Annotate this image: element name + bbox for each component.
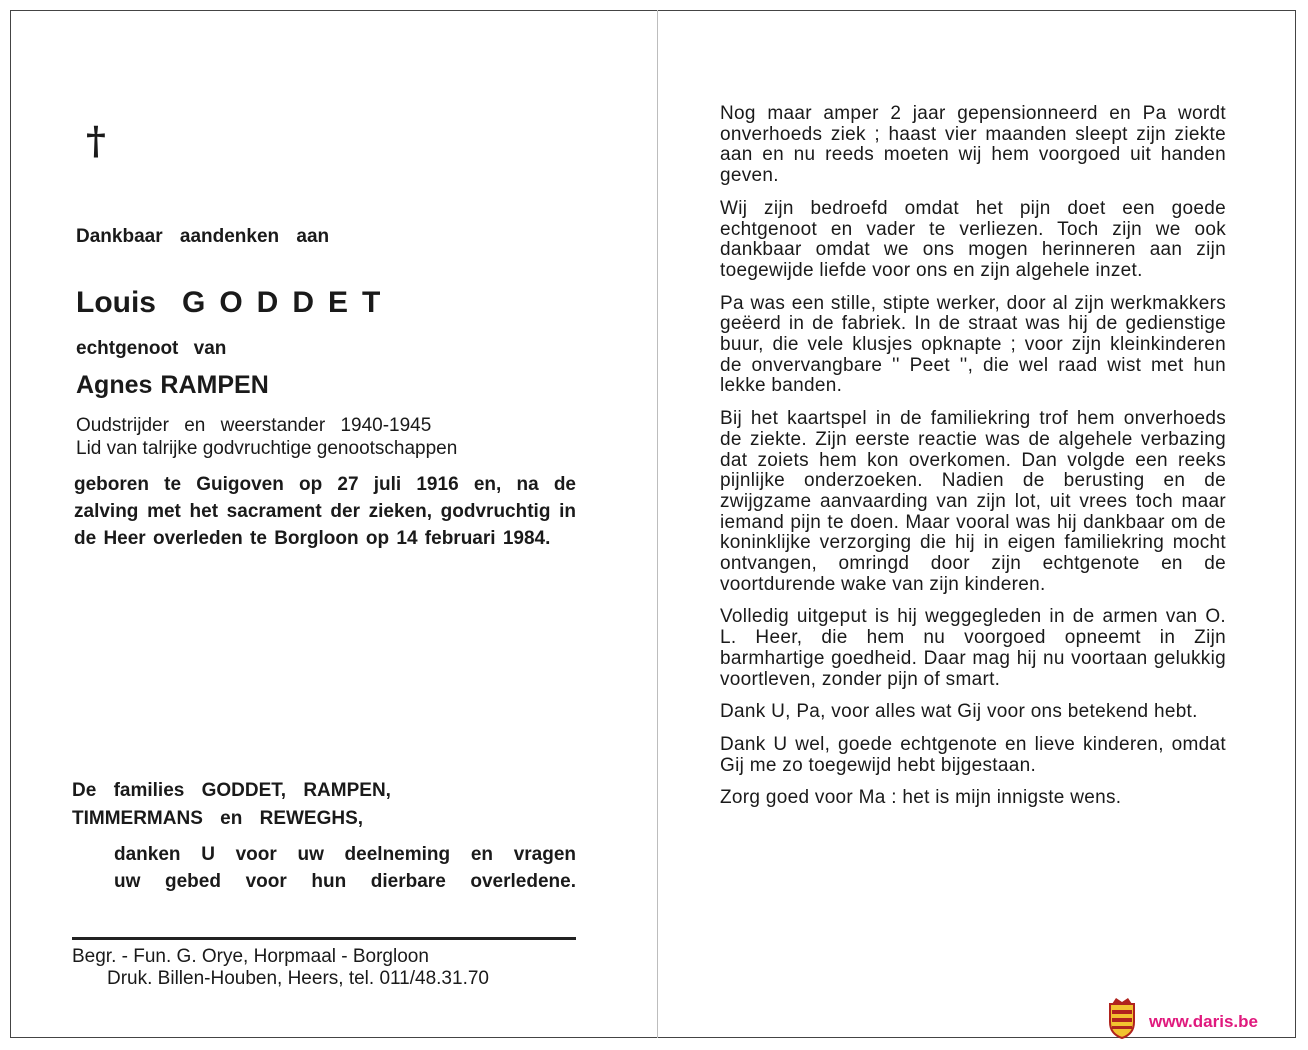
deceased-first-name: Louis [76,286,156,319]
eulogy-paragraph: Dank U wel, goede echtgenote en lieve kinderen, omdat Gij me zo toegewijd hebt bijgestaan. [720,733,1226,776]
eulogy-paragraph: Zorg goed voor Ma : het is mijn innigste wens. [720,787,1122,809]
spouse-first-name: Agnes [76,371,153,399]
spouse-label: echtgenoot van [76,338,227,359]
deceased-surname: GODDET [182,286,395,319]
biography: geboren te Guigoven op 27 juli 1916 en, na de zalving met het sacrament der zieken, godvruchtig in de Heer overleden te Borgloon op 14 februari 1984. [74,474,576,549]
role-veteran: Oudstrijder en weerstander 1940-1945 [76,415,432,436]
families [72,777,432,833]
watermark-site[interactable]: www.daris.be [1149,1012,1258,1031]
eulogy-text [720,104,1226,821]
eulogy-paragraph: Dank U, Pa, voor alles wat Gij voor ons betekend hebt. [720,701,1198,723]
spouse-name [76,371,269,400]
eulogy-paragraph: Nog maar amper 2 jaar gepensionneerd en Pa wordt onverhoeds ziek ; haast vier maanden sleept zijn ziekte aan en nu reeds moeten wij hem voorgoed uit handen geven. [720,103,1226,187]
crest-logo-icon [1106,996,1138,1040]
thanks-line-2: uw gebed voor hun dierbare overledene. [114,871,576,892]
intro-text: Dankbaar aandenken aan [76,226,330,247]
thanks-line-1: danken U voor uw deelneming en vragen [114,844,576,865]
deceased-name [76,286,394,320]
families-line-2: TIMMERMANS en REWEGHS, [72,808,364,829]
card-fold-line [657,10,658,1038]
thanks [114,841,576,895]
eulogy-paragraph: Bij het kaartspel in de familiekring trof hem onverhoeds de ziekte. Zijn eerste reactie was de algehele verbazing dat zoiets hem kon overkomen. Dan volgde een reeks pijnlijke onderzoeken. Nadien de berusting en de zwijgzame aanvaarding van zijn lot, uit vrees toch maar iemand pijn te doen. Maar vooral was hij dankbaar om de koninklijke verzorging die hij in eigen familiekring mocht ontvangen, omringd door zijn echtgenote en de voortdurende wake van zijn kinderen. [720,408,1226,595]
eulogy-paragraph: Wij zijn bedroefd omdat het pijn doet een goede echtgenoot en vader te verliezen. Toch zijn we ook dankbaar omdat we ons mogen herinneren aan zijn toegewijde liefde voor ons en zijn algehele inzet. [720,197,1226,281]
families-line-1: De families GODDET, RAMPEN, [72,780,391,801]
eulogy-paragraph: Volledig uitgeput is hij weggegleden in de armen van O. L. Heer, die hem nu voorgoed opneemt in Zijn barmhartige goedheid. Daar mag hij nu voortaan gelukkig voortleven, zonder pijn of smart. [720,606,1226,690]
eulogy-paragraph: Pa was een stille, stipte werker, door al zijn werkmakkers geëerd in de fabriek. In de straat was hij de gedienstige buur, die vele klusjes opknapte ; voor zijn kleinkinderen de onvervangbare '' Peet '', die wel raad wist met hun lekke banden. [720,292,1226,397]
spouse-surname: RAMPEN [160,371,269,399]
role-member: Lid van talrijke godvruchtige genootschappen [76,438,458,459]
cross-icon: † [86,118,106,163]
divider [72,937,576,940]
funeral-director: Begr. - Fun. G. Orye, Horpmaal - Borgloon [72,946,429,967]
printer-credit: Druk. Billen-Houben, Heers, tel. 011/48.31.70 [107,968,489,989]
